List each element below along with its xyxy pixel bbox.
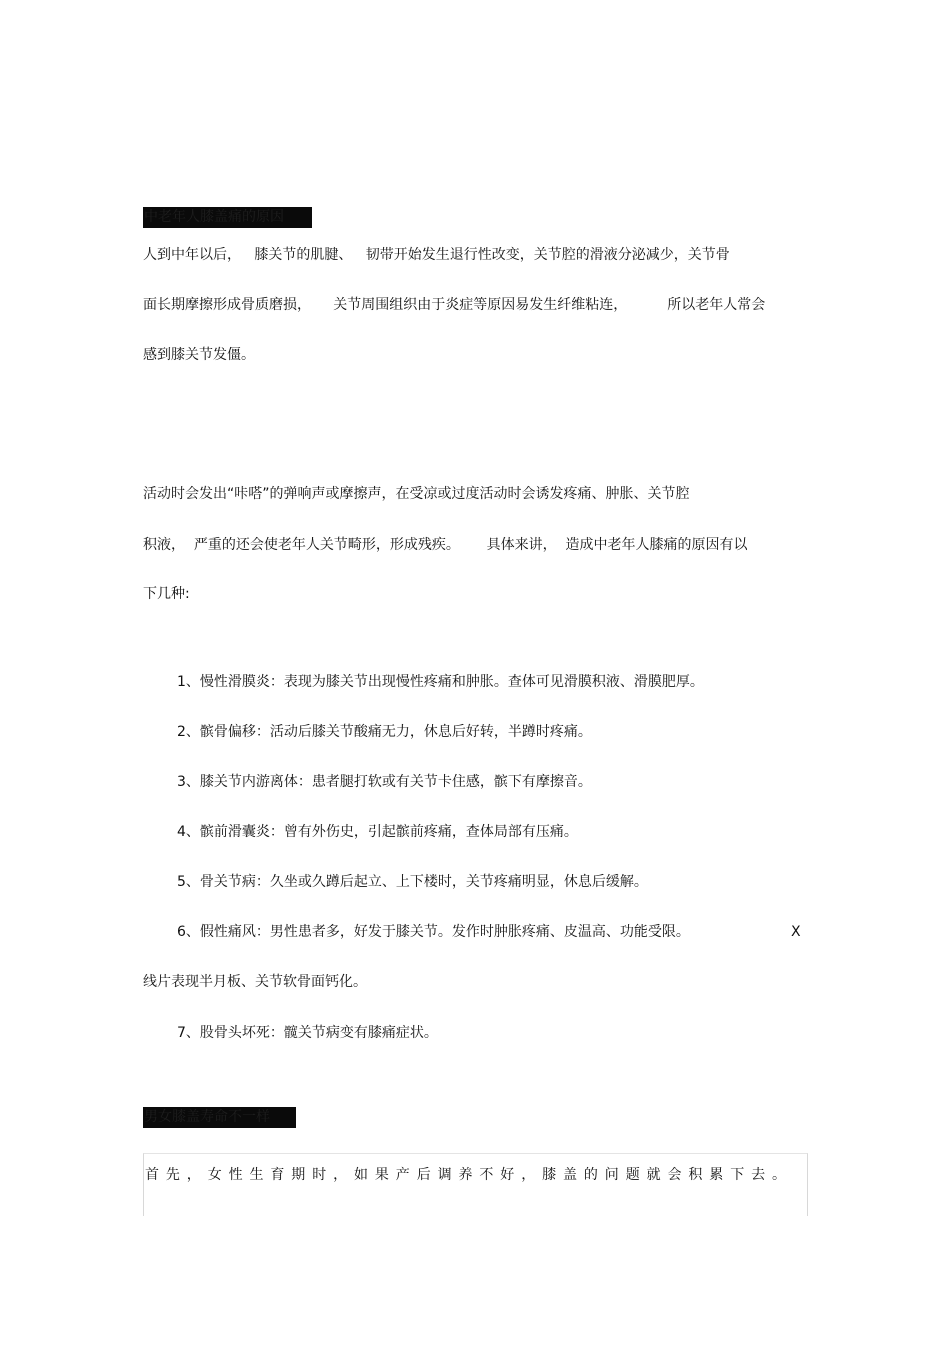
list-item-continuation: 线片表现半月板、关节软骨面钙化。 [143,974,367,990]
paragraph-line: 活动时会发出“咔嗒”的弹响声或摩擦声，在受凉或过度活动时会诱发疼痛、肿胀、关节腔 [143,486,690,502]
paragraph-line: 积液， 严重的还会使老年人关节畸形，形成残疾。 具体来讲， 造成中老年人膝痛的原因有以 [143,537,748,553]
paragraph-line: 面长期摩擦形成骨质磨损， 关节周围组织由于炎症等原因易发生纤维粘连， 所以老年人常会 [143,297,766,313]
list-item: 7、股骨头坏死：髋关节病变有膝痛症状。 [177,1025,438,1041]
list-item-tail: X [791,924,801,940]
box-text: 首先，女性生育期时，如果产后调养不好，膝盖的问题就会积累下去。 [145,1167,793,1183]
text-box [143,1153,808,1216]
section-heading-1: 中老年人膝盖痛的原因 [143,207,312,228]
list-item: 6、假性痛风：男性患者多，好发于膝关节。发作时肿胀疼痛、皮温高、功能受限。 [177,924,690,940]
list-item: 2、髌骨偏移：活动后膝关节酸痛无力，休息后好转，半蹲时疼痛。 [177,724,592,740]
list-item: 4、髌前滑囊炎：曾有外伤史，引起髌前疼痛，查体局部有压痛。 [177,824,578,840]
paragraph-line: 下几种: [143,586,190,602]
list-item: 1、慢性滑膜炎：表现为膝关节出现慢性疼痛和肿胀。查体可见滑膜积液、滑膜肥厚。 [177,674,704,690]
paragraph-line: 感到膝关节发僵。 [143,347,255,363]
section-heading-2: 男女膝盖寿命不一样 [143,1107,296,1128]
paragraph-line: 人到中年以后， 膝关节的肌腱、 韧带开始发生退行性改变，关节腔的滑液分泌减少，关节骨 [143,247,730,263]
list-item: 5、骨关节病：久坐或久蹲后起立、上下楼时，关节疼痛明显，休息后缓解。 [177,874,648,890]
list-item: 3、膝关节内游离体：患者腿打软或有关节卡住感，髌下有摩擦音。 [177,774,592,790]
